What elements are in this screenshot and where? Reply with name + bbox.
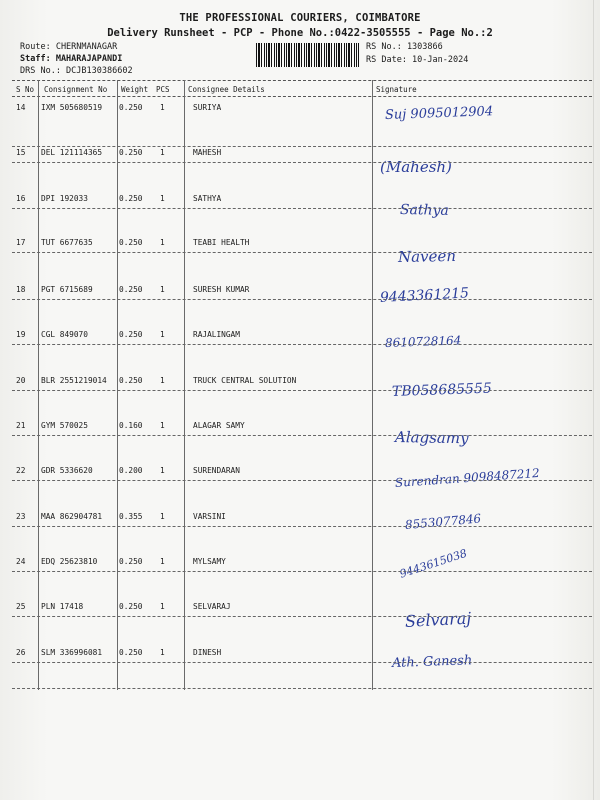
row-pcs: 1	[160, 557, 165, 566]
row-weight: 0.250	[119, 148, 143, 157]
row-weight: 0.250	[119, 238, 143, 247]
signature-handwriting: 9443361215	[379, 285, 470, 306]
row-pcs: 1	[160, 194, 165, 203]
signature-handwriting: Sathya	[399, 202, 449, 219]
row-consignee: TRUCK CENTRAL SOLUTION	[193, 376, 297, 385]
row-sno: 25	[16, 602, 26, 611]
row-pcs: 1	[160, 466, 165, 475]
col-pcs: PCS	[156, 85, 170, 94]
row-consignee: SATHYA	[193, 194, 222, 203]
row-consignment: EDQ 25623810	[41, 557, 98, 566]
col-signature: Signature	[376, 85, 417, 94]
signature-handwriting: Surendran 9098487212	[394, 465, 541, 490]
route: Route: CHERNMANAGAR	[20, 42, 118, 52]
row-consignment: CGL 849070	[41, 330, 88, 339]
col-consignee: Consignee Details	[188, 85, 265, 94]
col-consignment: Consignment No	[44, 85, 108, 94]
row-consignment: MAA 862904781	[41, 512, 103, 521]
runsheet-title: Delivery Runsheet - PCP - Phone No.:0422-3505555 - Page No.:2	[107, 27, 493, 39]
col-sno: S No	[16, 85, 35, 94]
company-title: THE PROFESSIONAL COURIERS, COIMBATORE	[179, 12, 421, 24]
row-weight: 0.250	[119, 648, 143, 657]
row-consignee: SURENDARAN	[193, 466, 240, 475]
row-sno: 23	[16, 512, 26, 521]
row-divider	[12, 480, 592, 481]
row-pcs: 1	[160, 421, 165, 430]
row-divider	[12, 571, 592, 572]
row-consignment: IXM 505680519	[41, 103, 103, 112]
row-sno: 17	[16, 238, 26, 247]
row-sno: 18	[16, 285, 26, 294]
column-divider	[117, 80, 118, 690]
row-divider	[12, 526, 592, 527]
row-divider	[12, 162, 592, 163]
row-pcs: 1	[160, 648, 165, 657]
row-weight: 0.250	[119, 602, 143, 611]
row-consignee: ALAGAR SAMY	[193, 421, 245, 430]
barcode	[256, 43, 359, 67]
row-consignee: VARSINI	[193, 512, 226, 521]
row-weight: 0.250	[119, 376, 143, 385]
row-pcs: 1	[160, 238, 165, 247]
drs-number: DRS No.: DCJB130386602	[20, 66, 133, 76]
row-sno: 21	[16, 421, 26, 430]
row-weight: 0.250	[119, 103, 143, 112]
row-divider	[12, 435, 592, 436]
row-pcs: 1	[160, 376, 165, 385]
row-consignee: DINESH	[193, 648, 222, 657]
staff: Staff: MAHARAJAPANDI	[20, 54, 123, 64]
row-pcs: 1	[160, 285, 165, 294]
signature-handwriting: Naveen	[397, 246, 457, 266]
row-consignment: DPI 192033	[41, 194, 88, 203]
row-consignee: RAJALINGAM	[193, 330, 240, 339]
row-consignee: MAHESH	[193, 148, 222, 157]
row-consignee: TEABI HEALTH	[193, 238, 250, 247]
signature-handwriting: 8610728164	[384, 333, 462, 350]
row-divider	[12, 299, 592, 300]
row-weight: 0.250	[119, 330, 143, 339]
row-consignment: GYM 570025	[41, 421, 88, 430]
row-weight: 0.160	[119, 421, 143, 430]
table-bottom-rule	[12, 688, 592, 689]
row-sno: 15	[16, 148, 26, 157]
col-weight: Weight	[121, 85, 149, 94]
row-pcs: 1	[160, 330, 165, 339]
row-weight: 0.200	[119, 466, 143, 475]
row-pcs: 1	[160, 103, 165, 112]
row-sno: 14	[16, 103, 26, 112]
row-sno: 24	[16, 557, 26, 566]
row-divider	[12, 390, 592, 391]
row-consignment: PGT 6715689	[41, 285, 93, 294]
row-sno: 19	[16, 330, 26, 339]
row-pcs: 1	[160, 512, 165, 521]
row-pcs: 1	[160, 602, 165, 611]
row-sno: 26	[16, 648, 26, 657]
row-consignment: SLM 336996081	[41, 648, 103, 657]
row-consignment: BLR 2551219014	[41, 376, 107, 385]
signature-handwriting: Selvaraj	[404, 608, 472, 631]
row-divider	[12, 662, 592, 663]
row-consignment: DEL 121114365	[41, 148, 103, 157]
signature-handwriting: Ath. Ganesh	[391, 653, 473, 671]
row-pcs: 1	[160, 148, 165, 157]
row-divider	[12, 252, 592, 253]
paper-fold	[593, 0, 594, 800]
row-consignee: SELVARAJ	[193, 602, 231, 611]
rs-number: RS No.: 1303866	[366, 42, 443, 52]
row-consignee: MYLSAMY	[193, 557, 226, 566]
row-consignment: PLN 17418	[41, 602, 84, 611]
signature-handwriting: 9443615038	[397, 546, 469, 581]
row-consignment: TUT 6677635	[41, 238, 93, 247]
signature-handwriting: 8553077846	[404, 511, 482, 532]
header-bottom-rule	[12, 96, 592, 97]
row-weight: 0.250	[119, 557, 143, 566]
signature-handwriting: Suj 9095012904	[384, 104, 494, 123]
row-consignment: GDR 5336620	[41, 466, 93, 475]
rs-date: RS Date: 10-Jan-2024	[366, 55, 469, 65]
column-divider	[372, 80, 373, 690]
row-divider	[12, 146, 592, 147]
row-consignee: SURIYA	[193, 103, 222, 112]
row-divider	[12, 616, 592, 617]
row-sno: 16	[16, 194, 26, 203]
row-sno: 20	[16, 376, 26, 385]
row-weight: 0.250	[119, 194, 143, 203]
row-divider	[12, 208, 592, 209]
row-consignee: SURESH KUMAR	[193, 285, 250, 294]
table-top-rule	[12, 80, 592, 81]
row-weight: 0.355	[119, 512, 143, 521]
row-divider	[12, 344, 592, 345]
signature-handwriting: Alagsamy	[394, 428, 469, 448]
column-divider	[38, 80, 39, 690]
signature-handwriting: TB058685555	[391, 380, 493, 400]
row-sno: 22	[16, 466, 26, 475]
signature-handwriting: (Mahesh)	[380, 158, 452, 176]
column-divider	[184, 80, 185, 690]
row-weight: 0.250	[119, 285, 143, 294]
